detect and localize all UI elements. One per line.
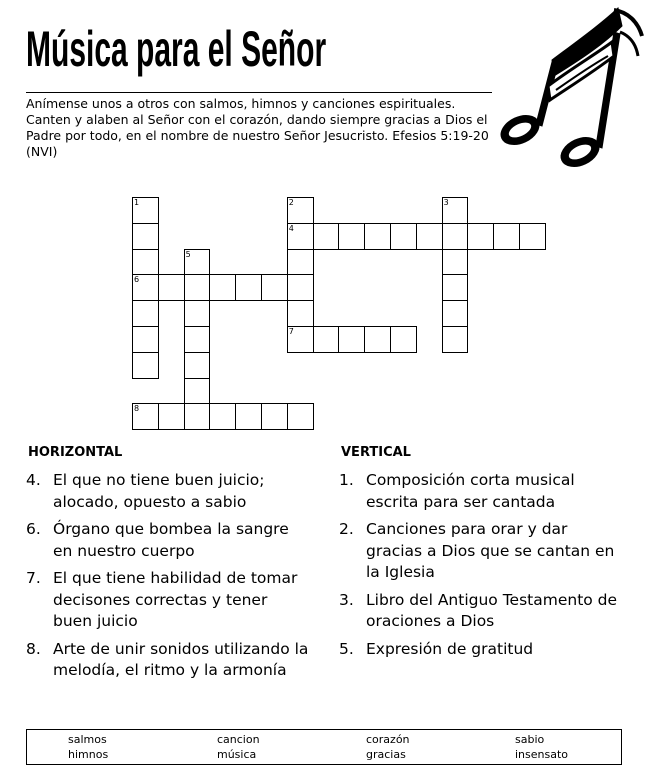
clue-number: 3 xyxy=(443,198,449,207)
word-bank-item: sabio xyxy=(515,733,545,746)
clue-horizontal-6: 6. Órgano que bombea la sangre en nuestro cuerpo xyxy=(26,520,289,560)
crossword-cell[interactable] xyxy=(184,403,211,430)
crossword-cell[interactable] xyxy=(442,326,469,353)
crossword-cell[interactable] xyxy=(442,223,469,250)
word-bank-item: insensato xyxy=(515,748,569,761)
clue-number: 1 xyxy=(134,198,140,207)
crossword-cell[interactable] xyxy=(184,378,211,405)
clue-vertical-1: 1. Composición corta musical escrita para ser cantada xyxy=(339,471,575,511)
crossword-cell[interactable] xyxy=(261,274,288,301)
crossword-cell[interactable] xyxy=(287,197,314,224)
music-notes-icon xyxy=(496,2,646,182)
crossword-cell[interactable] xyxy=(287,274,314,301)
crossword-cell[interactable] xyxy=(364,223,391,250)
crossword-cell[interactable] xyxy=(287,249,314,276)
crossword-cell[interactable] xyxy=(442,249,469,276)
crossword-cell[interactable] xyxy=(184,249,211,276)
crossword-cell[interactable] xyxy=(390,326,417,353)
clue-number: 7 xyxy=(288,327,294,336)
crossword-cell[interactable] xyxy=(338,223,365,250)
word-bank-item: cancion xyxy=(217,733,260,746)
crossword-cell[interactable] xyxy=(132,352,159,379)
vertical-heading: VERTICAL xyxy=(341,445,411,460)
horizontal-heading: HORIZONTAL xyxy=(28,445,123,460)
crossword-cell[interactable] xyxy=(493,223,520,250)
crossword-cell[interactable] xyxy=(442,197,469,224)
crossword-cell[interactable] xyxy=(184,352,211,379)
crossword-cell[interactable] xyxy=(235,274,262,301)
crossword-cell[interactable] xyxy=(287,403,314,430)
word-bank-item: música xyxy=(217,748,257,761)
clue-number: 2 xyxy=(288,198,294,207)
clue-vertical-2: 2. Canciones para orar y dar gracias a Dios que se cantan en la Iglesia xyxy=(339,520,615,581)
crossword-cell[interactable] xyxy=(287,223,314,250)
clue-horizontal-7: 7. El que tiene habilidad de tomar decisones correctas y tener buen juicio xyxy=(26,569,298,630)
clue-vertical-5: 5. Expresión de gratitud xyxy=(339,639,534,658)
crossword-cell[interactable] xyxy=(442,274,469,301)
word-bank-item: corazón xyxy=(366,733,410,746)
crossword-cell[interactable] xyxy=(184,300,211,327)
crossword-cell[interactable] xyxy=(132,274,159,301)
crossword-cell[interactable] xyxy=(519,223,546,250)
crossword-cell[interactable] xyxy=(132,249,159,276)
crossword-cell[interactable] xyxy=(235,403,262,430)
title-rule xyxy=(26,92,492,93)
crossword-cell[interactable] xyxy=(132,197,159,224)
crossword-cell[interactable] xyxy=(132,403,159,430)
crossword-cell[interactable] xyxy=(338,326,365,353)
crossword-cell[interactable] xyxy=(416,223,443,250)
crossword-cell[interactable] xyxy=(132,326,159,353)
crossword-cell[interactable] xyxy=(313,326,340,353)
clue-number: 6 xyxy=(134,275,140,285)
crossword-cell[interactable] xyxy=(467,223,494,250)
crossword-cell[interactable] xyxy=(287,300,314,327)
crossword-cell[interactable] xyxy=(313,223,340,250)
crossword-cell[interactable] xyxy=(261,403,288,430)
clue-horizontal-8: 8. Arte de unir sonidos utilizando la melodía, el ritmo y la armonía xyxy=(26,639,309,679)
word-bank-item: himnos xyxy=(68,748,109,761)
word-bank xyxy=(26,729,622,765)
bible-verse: Anímense unos a otros con salmos, himnos y canciones espirituales. Canten y alaben al Señor con el corazón, dando siempre gracias a Dios el Padre por todo, en el nombre de nuestro Señor Jesucristo. Efesios 5:19-20 (NVI) xyxy=(26,96,489,159)
word-bank-item: salmos xyxy=(68,733,107,746)
word-bank-item: gracias xyxy=(366,748,406,761)
crossword-cell[interactable] xyxy=(390,223,417,250)
vertical-clues xyxy=(339,470,624,666)
clue-vertical-3: 3. Libro del Antiguo Testamento de oraciones a Dios xyxy=(339,590,618,630)
horizontal-clues xyxy=(26,470,311,688)
clue-number: 4 xyxy=(288,223,294,233)
crossword-cell[interactable] xyxy=(132,300,159,327)
clue-number: 5 xyxy=(185,249,191,259)
clue-horizontal-4: 4. El que no tiene buen juicio; alocado, opuesto a sabio xyxy=(26,471,265,511)
page-title: Música para el Señor xyxy=(26,21,327,77)
crossword-cell[interactable] xyxy=(184,274,211,301)
crossword-cell[interactable] xyxy=(184,326,211,353)
crossword-cell[interactable] xyxy=(209,274,236,301)
clue-number: 8 xyxy=(134,404,140,414)
crossword-cell[interactable] xyxy=(158,274,185,301)
crossword-cell[interactable] xyxy=(364,326,391,353)
crossword-cell[interactable] xyxy=(132,223,159,250)
crossword-cell[interactable] xyxy=(287,326,314,353)
crossword-cell[interactable] xyxy=(442,300,469,327)
crossword-cell[interactable] xyxy=(158,403,185,430)
crossword-cell[interactable] xyxy=(209,403,236,430)
